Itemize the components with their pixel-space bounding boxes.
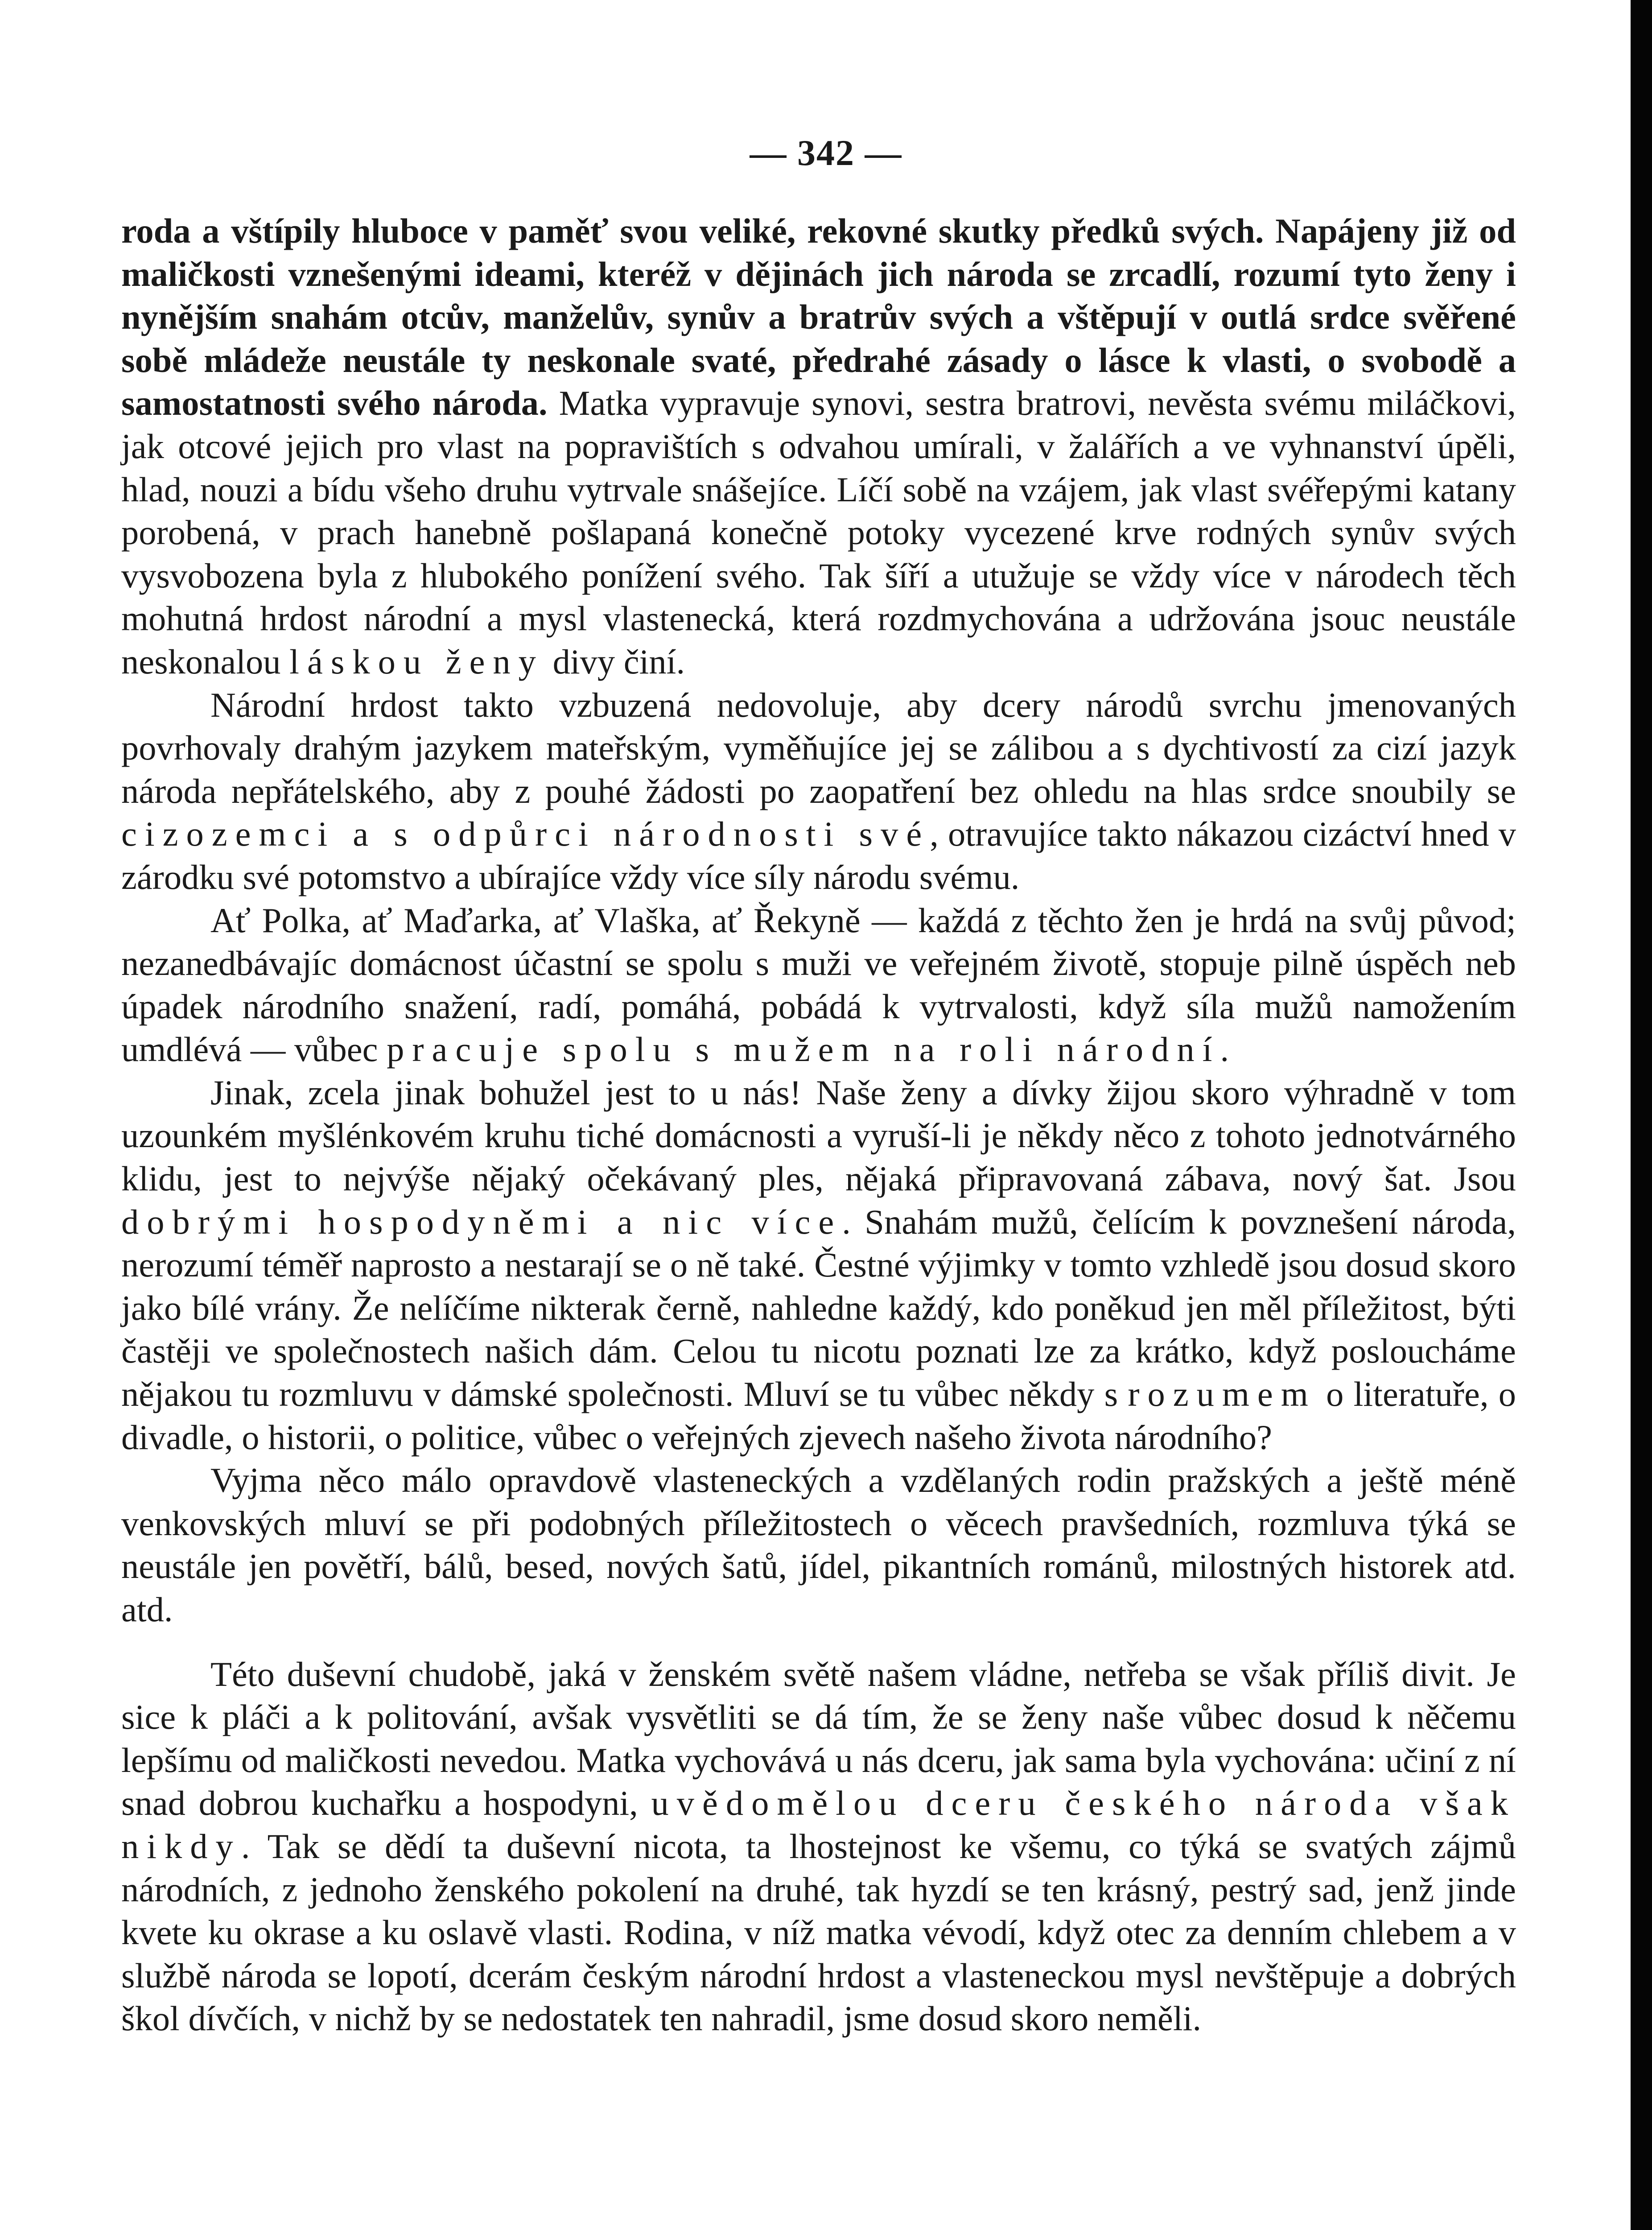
bold-text: roda a vštípily hluboce v paměť svou veliké, rekovné skutky předků svých. Napájeny již od maličkosti vznešenými ideami, kteréž v dějinách jich národa se zrcadlí, rozumí tyto ženy i nynějším snahám otcův, manželův, synův a bratrův svých a vštěpují v outlá srdce svěřené sobě mládeže neustále ty neskonale svaté, předrahé zásady o lásce k vlasti, o svobodě a samostatnosti svého národa. — [121, 211, 1516, 423]
text-run: , otravujíce takto nákazou cizáctví hned v zárodku své potomstvo a ubírajíce vždy více síly národu svému. — [121, 814, 1516, 896]
spaced-emphasis: rozumem — [1128, 1375, 1316, 1414]
paragraph — [121, 684, 1516, 899]
text-run: divy činí. — [544, 642, 685, 681]
text-run: Jinak, zcela jinak bohužel jest to u nás! Naše ženy a dívky žijou skoro výhradně v tom uzounkém myšlénkovém kruhu tiché domácnosti a vyruší-li je někdy něco z tohoto jednotvárného klidu, jest to nejvýše nějaký očekávaný ples, nějaká připravovaná zábava, nový šat. Jsou — [121, 1073, 1516, 1198]
text-run: Této duševní chudobě, jaká v ženském světě našem vládne, netřeba se však příliš divit. Je sice k pláči a k politování, avšak vysvětliti se dá tím, že se ženy naše vůbec dosud k něčemu lepšímu od maličkosti nevedou. Matka vychovává u nás dceru, jak sama byla vychována: učiní z ní snad dobrou kuchařku a hospodyni, — [121, 1654, 1516, 1823]
text-run: o literatuře, o divadle, o historii, o politice, vůbec o veřejných zjevech našeho života národního? — [121, 1375, 1516, 1457]
paragraph — [121, 1071, 1516, 1459]
text-run: Národní hrdost takto vzbuzená nedovoluje, aby dcery národů svrchu jmenovaných povrhovaly drahým jazykem mateřským, vyměňujíce jej se zálibou a s dychtivostí za cizí jazyk národa nepřátelského, aby z pouhé žádosti po zaopatření bez ohledu na hlas srdce snoubily se — [121, 685, 1516, 810]
spaced-emphasis: láskou ženy — [289, 642, 544, 681]
text-run: Vyjma něco málo opravdově vlasteneckých a vzdělaných rodin pražských a ještě méně venkovských mluví se při podobných příležitostech o věcech pravšedních, rozmluva týká se neustále jen povětří, bálů, besed, nových šatů, jídel, pikantních románů, milostných historek atd. atd. — [121, 1461, 1516, 1629]
paragraph — [121, 899, 1516, 1071]
text-run: . Tak se dědí ta duševní nicota, ta lhostejnost ke všemu, co týká se svatých zájmů národních, z jednoho ženského pokolení na druhé, tak hyzdí se ten krásný, pestrý sad, jenž jinde kvete ku okrase a ku oslavě vlasti. Rodina, v níž matka vévodí, když otec za denním chlebem a v službě národa se lopotí, dcerám českým národní hrdost a vlasteneckou mysl nevštěpuje a dobrých škol dívčích, v nichž by se nedostatek ten nahradil, jsme dosud skoro neměli. — [121, 1826, 1516, 2038]
spaced-emphasis: uvědomělou dceru českého národa však nikdy — [121, 1784, 1516, 1866]
spaced-emphasis: dobrými hospodyněmi a nic více — [121, 1202, 842, 1241]
paragraph — [121, 1459, 1516, 1631]
spaced-emphasis: pracuje spolu s mužem na roli národní — [387, 1030, 1220, 1069]
scan-border-right — [1631, 0, 1652, 2230]
text-run: Matka vypravuje synovi, sestra bratrovi, nevěsta svému miláčkovi, jak otcové jejich pro vlast na popravištích s odvahou umírali, v žalářích a ve vyhnanství úpěli, hlad, nouzi a bídu všeho druhu vytrvale snášejíce. Líčí sobě na vzájem, jak vlast svéřepými katany porobená, v prach hanebně pošlapaná konečně potoky vycezené krve rodných synův svých vysvobozena byla z hlubokého ponížení svého. Tak šíří a utužuje se vždy více v národech těch mohutná hrdost národní a mysl vlastenecká, která rozdmychována a udržována jsouc neustále neskonalou — [121, 384, 1516, 681]
text-body — [121, 210, 1516, 2040]
page-number: — 342 — — [750, 132, 902, 173]
spaced-emphasis: cizozemci a s odpůrci národnosti své — [121, 814, 930, 854]
text-run: Ať Polka, ať Maďarka, ať Vlaška, ať Řekyně — každá z těchto žen je hrdá na svůj původ; nezanedbávajíc domácnost účastní se spolu s muži ve veřejném životě, stopuje pilně úspěch neb úpadek národního snažení, radí, pomáhá, pobádá k vytrvalosti, když síla mužů namožením umdlévá — vůbec — [121, 900, 1516, 1069]
text-run: . Snahám mužů, čelícím k povznešení národa, nerozumí téměř naprosto a nestarají se o ně také. Čestné výjimky v tomto vzhledě jsou dosud skoro jako bílé vrány. Že nelíčíme nikterak černě, nahledne každý, kdo poněkud jen měl příležitost, býti častěji ve společnostech našich dám. Celou tu nicotu poznati lze za krátko, když posloucháme nějakou tu rozmluvu v dámské společnosti. Mluví se tu vůbec někdy s — [121, 1202, 1516, 1414]
paragraph — [121, 210, 1516, 684]
paragraph — [121, 1653, 1516, 2040]
text-run: . — [1220, 1030, 1229, 1069]
